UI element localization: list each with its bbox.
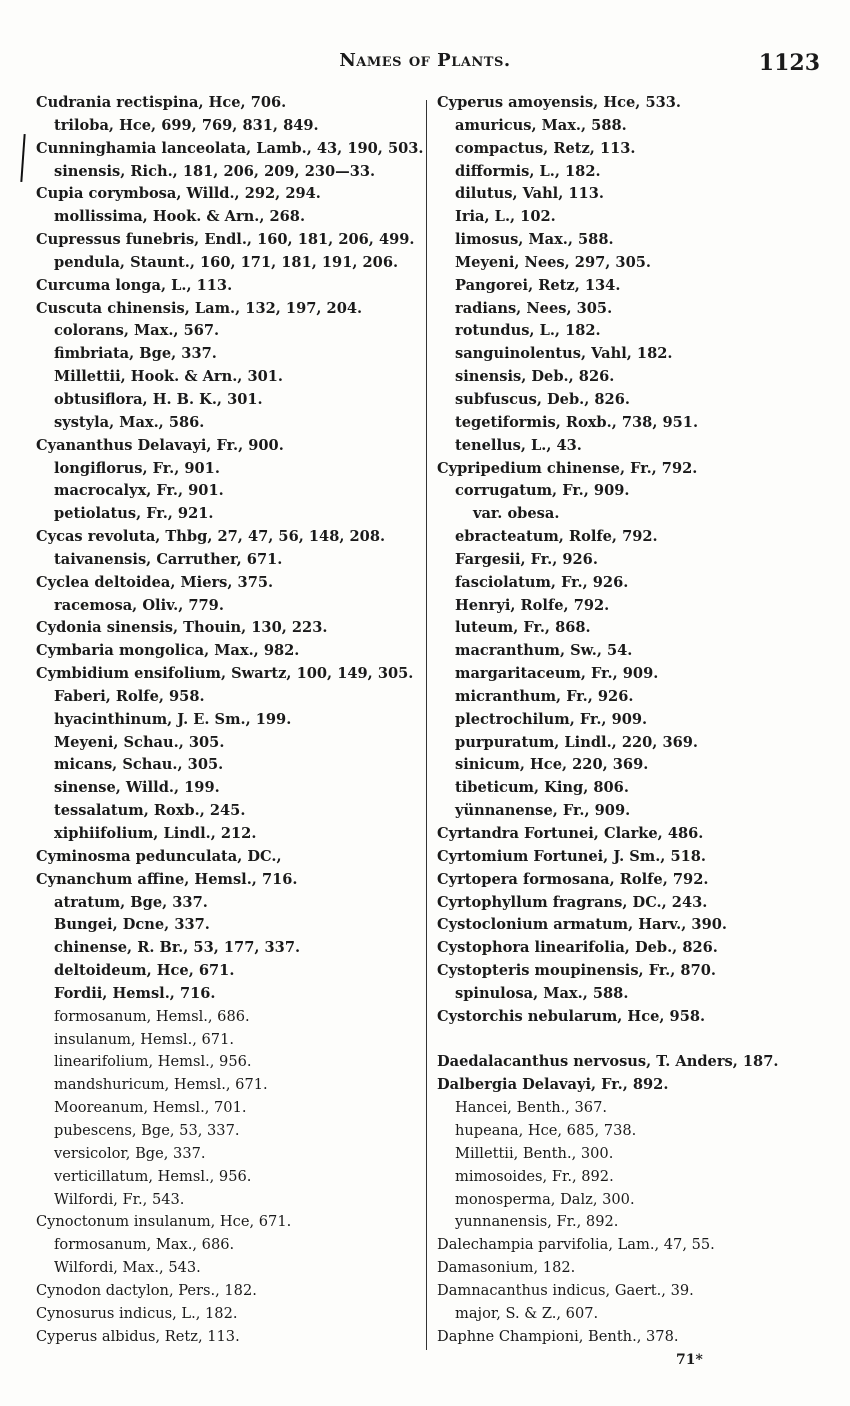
index-entry: tibeticum, King, 806. xyxy=(455,779,629,797)
index-entry: longiflorus, Fr., 901. xyxy=(54,459,220,477)
index-entry: Cunninghamia lanceolata, Lamb., 43, 190, 503. xyxy=(36,139,424,157)
index-entry: colorans, Max., 567. xyxy=(54,322,220,340)
index-entry: Cyrtophyllum fragrans, DC., 243. xyxy=(437,893,708,911)
index-entry: Curcuma longa, L., 113. xyxy=(36,276,233,294)
index-entry: yünnanense, Fr., 909. xyxy=(455,802,631,820)
index-entry: fimbriata, Bge, 337. xyxy=(54,345,217,363)
index-entry: mandshuricum, Hemsl., 671. xyxy=(54,1076,268,1094)
index-entry: Cynosurus indicus, L., 182. xyxy=(36,1304,238,1322)
index-entry: Millettii, Benth., 300. xyxy=(455,1144,614,1162)
index-entry: Wilfordi, Fr., 543. xyxy=(54,1190,185,1208)
index-entry: Cyrtandra Fortunei, Clarke, 486. xyxy=(437,825,704,842)
index-entry: Meyeni, Nees, 297, 305. xyxy=(455,253,651,271)
index-entry: Cystoclonium armatum, Harv., 390. xyxy=(437,916,727,934)
index-entry: Meyeni, Schau., 305. xyxy=(54,733,225,751)
index-entry: Henryi, Rolfe, 792. xyxy=(455,596,610,614)
index-entry: taivanensis, Carruther, 671. xyxy=(54,550,283,568)
index-entry: insulanum, Hemsl., 671. xyxy=(54,1030,235,1048)
index-entry: Faberi, Rolfe, 958. xyxy=(54,687,205,705)
margin-pencil-mark xyxy=(20,134,25,182)
index-entry: pendula, Staunt., 160, 171, 181, 191, 206. xyxy=(54,253,399,271)
signature-mark: 71* xyxy=(676,1352,703,1368)
index-entry: Damasonium, 182. xyxy=(437,1259,576,1277)
index-entry: amuricus, Max., 588. xyxy=(455,116,627,134)
index-entry: compactus, Retz, 113. xyxy=(455,139,636,157)
index-entry: corrugatum, Fr., 909. xyxy=(455,482,630,500)
index-entry: Cydonia sinensis, Thouin, 130, 223. xyxy=(36,619,328,637)
index-entry: sanguinolentus, Vahl, 182. xyxy=(455,345,673,363)
index-entry: deltoideum, Hce, 671. xyxy=(54,962,235,980)
index-entry: versicolor, Bge, 337. xyxy=(54,1144,206,1162)
index-entry: tessalatum, Roxb., 245. xyxy=(54,802,246,820)
index-column-right xyxy=(437,92,837,1348)
index-entry: Daphne Championi, Benth., 378. xyxy=(437,1327,679,1345)
index-entry: Cyclea deltoidea, Miers, 375. xyxy=(36,573,274,591)
index-entry: systyla, Max., 586. xyxy=(54,413,205,431)
index-entry: Cynoctonum insulanum, Hce, 671. xyxy=(36,1213,292,1231)
index-entry: sinensis, Rich., 181, 206, 209, 230—33. xyxy=(54,162,376,180)
index-entry: Fordii, Hemsl., 716. xyxy=(54,984,216,1002)
index-entry: sinense, Willd., 199. xyxy=(54,779,220,797)
index-entry: radians, Nees, 305. xyxy=(455,299,613,317)
index-entry: Cyrtopera formosana, Rolfe, 792. xyxy=(437,870,709,888)
index-entry: difformis, L., 182. xyxy=(455,162,601,180)
index-entry: Cypripedium chinense, Fr., 792. xyxy=(437,459,698,477)
index-entry: luteum, Fr., 868. xyxy=(455,619,591,637)
index-entry: Cyperus amoyensis, Hce, 533. xyxy=(437,94,681,111)
index-entry: Cymbaria mongolica, Max., 982. xyxy=(36,642,300,660)
index-entry: hyacinthinum, J. E. Sm., 199. xyxy=(54,710,292,728)
index-entry: micranthum, Fr., 926. xyxy=(455,687,634,705)
index-entry: Daedalacanthus nervosus, T. Anders, 187. xyxy=(437,1053,779,1071)
index-entry: Cudrania rectispina, Hce, 706. xyxy=(36,94,287,111)
index-entry: Fargesii, Fr., 926. xyxy=(455,550,598,568)
index-entry: Cycas revoluta, Thbg, 27, 47, 56, 148, 208. xyxy=(36,528,386,546)
index-entry: sinensis, Deb., 826. xyxy=(455,368,615,386)
index-entry: obtusiflora, H. B. K., 301. xyxy=(54,390,263,408)
index-entry: limosus, Max., 588. xyxy=(455,231,614,249)
index-entry: tenellus, L., 43. xyxy=(455,436,582,454)
index-entry: macrocalyx, Fr., 901. xyxy=(54,482,224,500)
index-entry: Cupressus funebris, Endl., 160, 181, 206, 499. xyxy=(36,231,415,249)
index-entry: Cystorchis nebularum, Hce, 958. xyxy=(437,1007,706,1025)
index-entry: rotundus, L., 182. xyxy=(455,322,601,340)
index-entry: sinicum, Hce, 220, 369. xyxy=(455,756,649,774)
index-entry: formosanum, Max., 686. xyxy=(54,1236,235,1254)
index-entry: ebracteatum, Rolfe, 792. xyxy=(455,528,658,546)
index-entry: Cystophora linearifolia, Deb., 826. xyxy=(437,939,718,957)
index-entry: linearifolium, Hemsl., 956. xyxy=(54,1053,252,1071)
index-entry: yunnanensis, Fr., 892. xyxy=(455,1213,619,1231)
index-entry: Bungei, Dcne, 337. xyxy=(54,916,210,934)
index-entry: plectrochilum, Fr., 909. xyxy=(455,710,648,728)
index-entry: Dalbergia Delavayi, Fr., 892. xyxy=(437,1076,669,1094)
index-entry: Hancei, Benth., 367. xyxy=(455,1099,608,1117)
index-entry: Pangorei, Retz, 134. xyxy=(455,276,621,294)
index-entry: atratum, Bge, 337. xyxy=(54,893,208,911)
column-divider xyxy=(426,100,427,1350)
index-entry: formosanum, Hemsl., 686. xyxy=(54,1007,250,1025)
index-entry: pubescens, Bge, 53, 337. xyxy=(54,1121,240,1139)
index-entry: purpuratum, Lindl., 220, 369. xyxy=(455,733,698,751)
index-entry: triloba, Hce, 699, 769, 831, 849. xyxy=(54,116,319,134)
index-entry: tegetiformis, Roxb., 738, 951. xyxy=(455,413,699,431)
page-number: 1123 xyxy=(758,50,820,76)
index-entry: mollissima, Hook. & Arn., 268. xyxy=(54,208,306,226)
index-entry: xiphiifolium, Lindl., 212. xyxy=(54,825,257,842)
index-entry: hupeana, Hce, 685, 738. xyxy=(455,1121,637,1139)
index-entry: Mooreanum, Hemsl., 701. xyxy=(54,1099,247,1117)
index-entry xyxy=(437,1029,837,1052)
index-entry: Cyminosma pedunculata, DC., xyxy=(36,847,282,865)
index-entry: var. obesa. xyxy=(473,505,560,523)
index-entry: racemosa, Oliv., 779. xyxy=(54,596,224,614)
index-entry: Wilfordi, Max., 543. xyxy=(54,1259,201,1277)
index-entry: macranthum, Sw., 54. xyxy=(455,642,633,660)
index-column-left xyxy=(36,92,424,1348)
index-entry: monosperma, Dalz, 300. xyxy=(455,1190,635,1208)
index-entry: verticillatum, Hemsl., 956. xyxy=(54,1167,252,1185)
index-entry: Cystopteris moupinensis, Fr., 870. xyxy=(437,962,716,980)
index-entry: fasciolatum, Fr., 926. xyxy=(455,573,629,591)
index-entry: Millettii, Hook. & Arn., 301. xyxy=(54,368,283,386)
index-entry: dilutus, Vahl, 113. xyxy=(455,185,604,203)
index-entry: petiolatus, Fr., 921. xyxy=(54,505,214,523)
index-entry: margaritaceum, Fr., 909. xyxy=(455,665,659,683)
index-entry: Damnacanthus indicus, Gaert., 39. xyxy=(437,1281,694,1299)
index-entry: Cynanchum affine, Hemsl., 716. xyxy=(36,870,298,888)
index-entry: Cyrtomium Fortunei, J. Sm., 518. xyxy=(437,847,707,865)
index-entry: Cupia corymbosa, Willd., 292, 294. xyxy=(36,185,321,203)
index-entry: Dalechampia parvifolia, Lam., 47, 55. xyxy=(437,1236,715,1254)
index-entry: Cynodon dactylon, Pers., 182. xyxy=(36,1281,257,1299)
index-entry: Cymbidium ensifolium, Swartz, 100, 149, 305. xyxy=(36,665,414,683)
index-entry: micans, Schau., 305. xyxy=(54,756,224,774)
running-title: Names of Plants. xyxy=(339,50,511,71)
index-entry: spinulosa, Max., 588. xyxy=(455,984,629,1002)
index-entry: subfuscus, Deb., 826. xyxy=(455,390,630,408)
page-header xyxy=(0,46,850,76)
index-entry: Iria, L., 102. xyxy=(455,208,556,226)
index-entry: chinense, R. Br., 53, 177, 337. xyxy=(54,939,301,957)
index-entry: major, S. & Z., 607. xyxy=(455,1304,599,1322)
index-entry: Cyananthus Delavayi, Fr., 900. xyxy=(36,436,284,454)
index-entry: mimosoides, Fr., 892. xyxy=(455,1167,614,1185)
index-entry: Cuscuta chinensis, Lam., 132, 197, 204. xyxy=(36,299,363,317)
index-entry: Cyperus albidus, Retz, 113. xyxy=(36,1327,240,1345)
